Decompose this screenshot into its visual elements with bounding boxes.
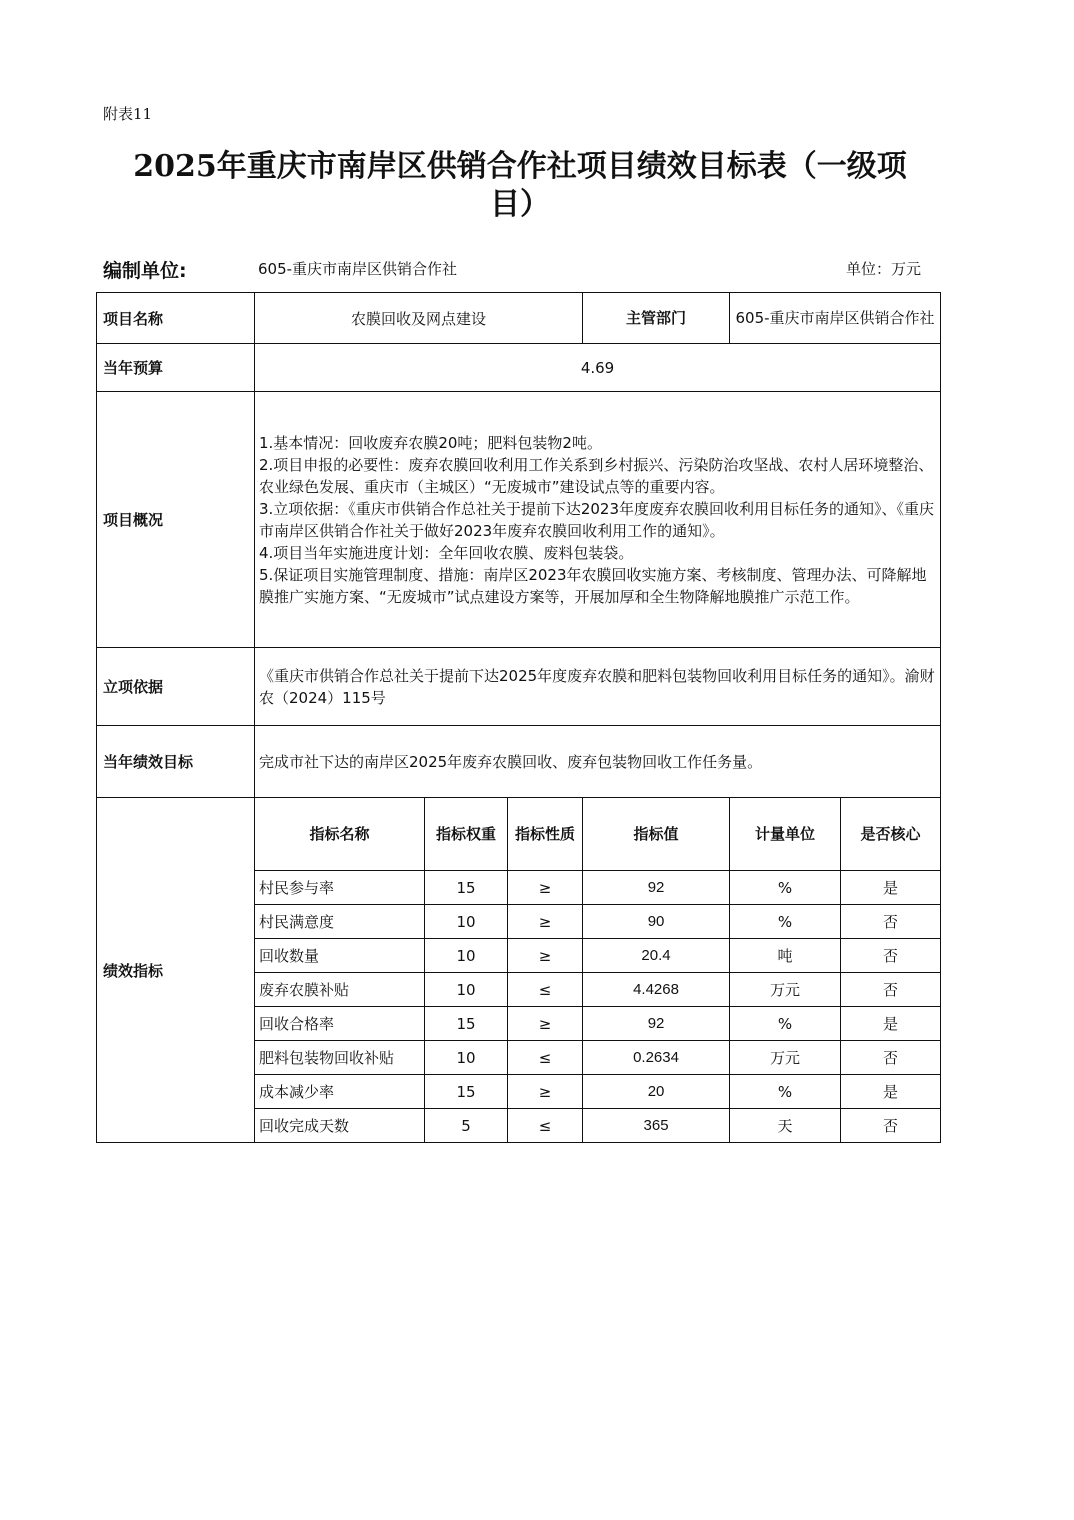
indicator-unit: 万元 xyxy=(730,973,841,1007)
indicator-weight: 15 xyxy=(425,1007,508,1041)
indicator-value: 92 xyxy=(583,871,730,905)
indicator-weight: 10 xyxy=(425,905,508,939)
indicator-value: 92 xyxy=(583,1007,730,1041)
dept-label: 主管部门 xyxy=(583,293,730,344)
basis-value: 《重庆市供销合作总社关于提前下达2025年度废弃农膜和肥料包装物回收利用目标任务的通知》。渝财农（2024）115号 xyxy=(255,648,941,726)
indicator-name: 村民满意度 xyxy=(255,905,425,939)
indicator-name: 回收合格率 xyxy=(255,1007,425,1041)
indicator-weight: 15 xyxy=(425,871,508,905)
project-name-label: 项目名称 xyxy=(97,293,255,344)
indicator-op: ≤ xyxy=(508,1041,583,1075)
indicator-core: 否 xyxy=(841,905,941,939)
indicator-value: 20.4 xyxy=(583,939,730,973)
overview-text xyxy=(255,392,941,648)
overview-line: 2.项目申报的必要性：废弃农膜回收利用工作关系到乡村振兴、污染防治攻坚战、农村人居环境整治、农业绿色发展、重庆市（主城区）“无废城市”建设试点等的重要内容。 xyxy=(259,455,934,496)
compile-unit-label: 编制单位: xyxy=(103,260,187,282)
money-unit: 单位：万元 xyxy=(846,260,922,278)
indicator-unit: % xyxy=(730,871,841,905)
overview-line: 1.基本情况：回收废弃农膜20吨；肥料包装物2吨。 xyxy=(259,433,602,452)
overview-line: 3.立项依据：《重庆市供销合作总社关于提前下达2023年度废弃农膜回收利用目标任务的通知》、《重庆市南岸区供销合作社关于做好2023年废弃农膜回收利用工作的通知》。 xyxy=(259,499,934,540)
attachment-number: 附表11 xyxy=(103,105,153,123)
basis-label: 立项依据 xyxy=(97,648,255,726)
project-name-value: 农膜回收及网点建设 xyxy=(255,293,583,344)
indicator-core: 是 xyxy=(841,1075,941,1109)
indicator-weight: 10 xyxy=(425,973,508,1007)
dept-value: 605-重庆市南岸区供销合作社 xyxy=(730,293,941,344)
goal-value: 完成市社下达的南岸区2025年废弃农膜回收、废弃包装物回收工作任务量。 xyxy=(255,726,941,798)
indicator-core: 否 xyxy=(841,1109,941,1143)
indicator-core: 否 xyxy=(841,973,941,1007)
indicator-weight: 10 xyxy=(425,939,508,973)
indicator-weight: 5 xyxy=(425,1109,508,1143)
indicator-core: 是 xyxy=(841,1007,941,1041)
indicator-unit: 吨 xyxy=(730,939,841,973)
indicator-op: ≥ xyxy=(508,939,583,973)
indicator-name: 废弃农膜补贴 xyxy=(255,973,425,1007)
budget-value: 4.69 xyxy=(255,344,941,392)
indicator-name: 肥料包装物回收补贴 xyxy=(255,1041,425,1075)
document-title: 2025年重庆市南岸区供销合作社项目绩效目标表（一级项目） xyxy=(133,149,907,222)
indicator-unit: 万元 xyxy=(730,1041,841,1075)
indicator-core: 否 xyxy=(841,939,941,973)
indicator-op: ≤ xyxy=(508,973,583,1007)
header-indicator-nature: 指标性质 xyxy=(508,798,583,871)
indicator-value: 365 xyxy=(583,1109,730,1143)
indicator-op: ≤ xyxy=(508,1109,583,1143)
indicator-op: ≥ xyxy=(508,1007,583,1041)
overview-label: 项目概况 xyxy=(97,392,255,648)
indicator-value: 90 xyxy=(583,905,730,939)
performance-table xyxy=(96,292,941,1143)
header-is-core: 是否核心 xyxy=(841,798,941,871)
indicator-unit: % xyxy=(730,1075,841,1109)
indicator-weight: 10 xyxy=(425,1041,508,1075)
overview-line: 4.项目当年实施进度计划：全年回收农膜、废料包装袋。 xyxy=(259,543,634,562)
indicator-unit: % xyxy=(730,905,841,939)
indicator-value: 20 xyxy=(583,1075,730,1109)
indicator-core: 是 xyxy=(841,871,941,905)
indicator-unit: % xyxy=(730,1007,841,1041)
indicator-core: 否 xyxy=(841,1041,941,1075)
indicator-name: 村民参与率 xyxy=(255,871,425,905)
indicator-weight: 15 xyxy=(425,1075,508,1109)
indicator-name: 回收完成天数 xyxy=(255,1109,425,1143)
indicator-op: ≥ xyxy=(508,905,583,939)
overview-line: 5.保证项目实施管理制度、措施：南岸区2023年农膜回收实施方案、考核制度、管理办法、可降解地膜推广实施方案、“无废城市”试点建设方案等，开展加厚和全生物降解地膜推广示范工作。 xyxy=(259,565,927,606)
header-indicator-value: 指标值 xyxy=(583,798,730,871)
indicator-op: ≥ xyxy=(508,871,583,905)
indicator-label: 绩效指标 xyxy=(97,798,255,1143)
indicator-op: ≥ xyxy=(508,1075,583,1109)
indicator-value: 0.2634 xyxy=(583,1041,730,1075)
goal-label: 当年绩效目标 xyxy=(97,726,255,798)
indicator-value: 4.4268 xyxy=(583,973,730,1007)
indicator-name: 回收数量 xyxy=(255,939,425,973)
indicator-name: 成本减少率 xyxy=(255,1075,425,1109)
indicator-unit: 天 xyxy=(730,1109,841,1143)
header-indicator-weight: 指标权重 xyxy=(425,798,508,871)
header-measure-unit: 计量单位 xyxy=(730,798,841,871)
budget-label: 当年预算 xyxy=(97,344,255,392)
header-indicator-name: 指标名称 xyxy=(255,798,425,871)
compile-unit-value: 605-重庆市南岸区供销合作社 xyxy=(258,260,458,278)
